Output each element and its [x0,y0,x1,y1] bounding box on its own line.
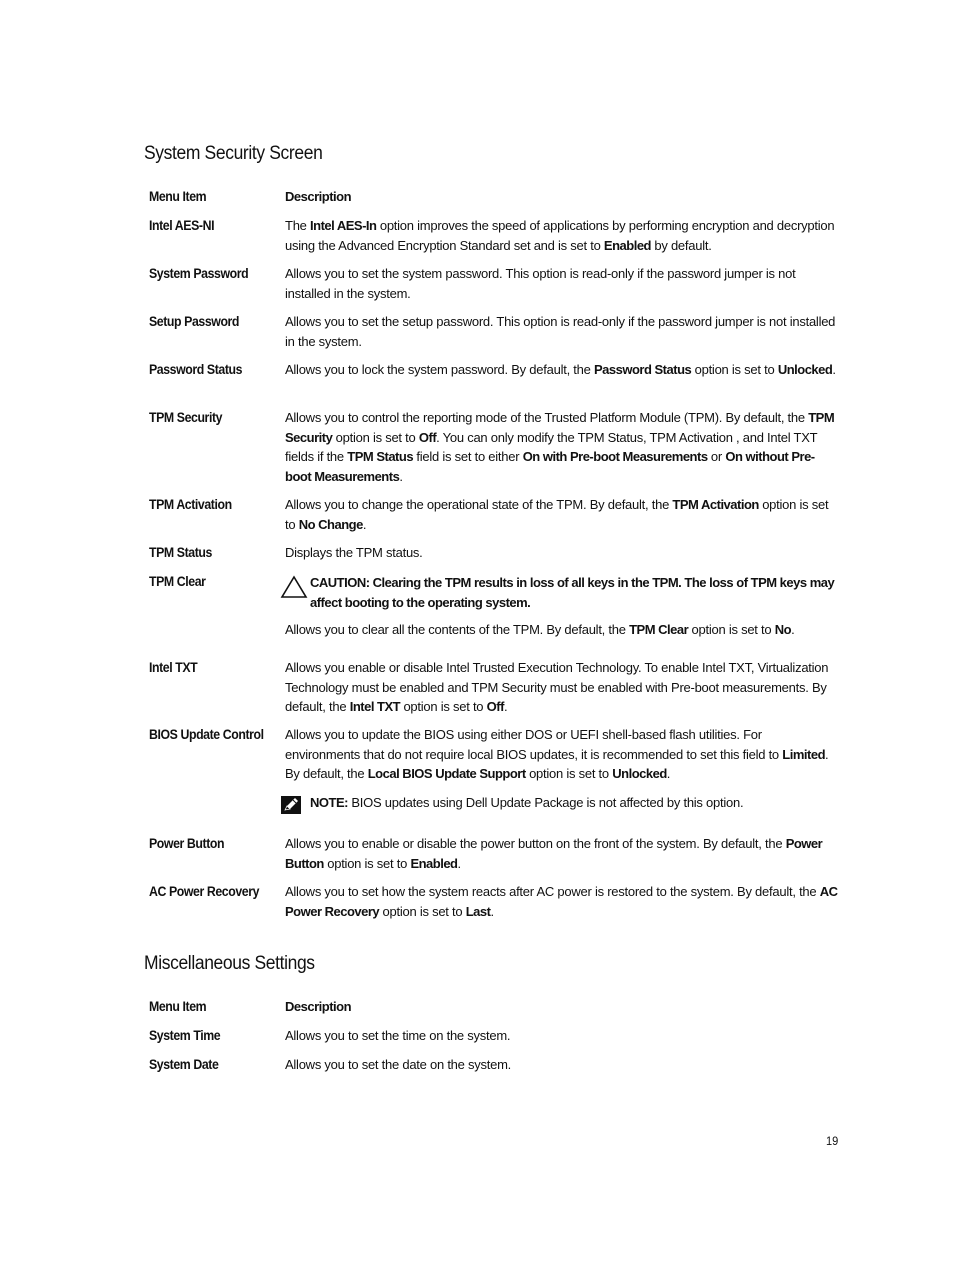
menu-item-label: Setup Password [149,314,240,329]
page-number: 19 [826,1134,839,1148]
menu-item-label: TPM Status [149,545,212,560]
menu-item-description: Allows you to set the time on the system. [285,1028,511,1043]
menu-item-description: Allows you to set the system password. This option is read-only if the password jumper is not installed in the system. [285,266,796,301]
menu-item-description: Allows you to update the BIOS using either DOS or UEFI shell-based flash utilities. For environments that do not require local BIOS updates, it is recommended to set this field to Limited. By default, the Local BIOS Update Support option is set to Unlocked. [285,727,829,781]
note-callout [280,793,839,821]
table-row [149,882,839,930]
menu-item-description-block [285,572,839,640]
menu-item-label: AC Power Recovery [149,884,260,899]
menu-item-label: Intel AES-NI [149,218,215,233]
menu-item-description: The Intel AES-In option improves the speed of applications by performing encryption and decryption using the Advanced Encryption Standard set and is set to Enabled by default. [285,218,835,253]
menu-item-description: Allows you enable or disable Intel Trusted Execution Technology. To enable Intel TXT, Virtualization Technology must be enabled and TPM Security must be enabled with Pre-boot measurements. By default, the Intel TXT option is set to Off. [285,660,829,714]
table-row [149,658,839,725]
system-security-table [149,187,839,930]
table-row [149,264,839,312]
table-row [149,543,839,572]
table-row [149,834,839,882]
section-title-miscellaneous: Miscellaneous Settings [144,953,315,974]
caution-callout [280,573,839,621]
menu-item-description: Allows you to control the reporting mode of the Trusted Platform Module (TPM). By default, the TPM Security option is set to Off. You can only modify the TPM Status, TPM Activation , and Intel TXT fields if the TPM Status field is set to either On with Pre-boot Measurements or On without Pre-boot Measurements. [285,410,835,484]
menu-item-label: TPM Clear [149,574,206,589]
menu-item-description: Allows you to set the date on the system. [285,1057,512,1072]
table-row [149,312,839,360]
section-title-system-security: System Security Screen [144,143,323,164]
table-row [149,572,839,658]
caution-triangle-icon [280,573,310,605]
header-description: Description [285,189,352,204]
menu-item-description: Allows you to set how the system reacts after AC power is restored to the system. By default, the AC Power Recovery option is set to Last. [285,884,838,919]
table-row [149,725,839,834]
header-menu-item: Menu Item [149,189,207,204]
table-row [149,1026,839,1055]
table-header-row [149,187,839,216]
menu-item-description: Displays the TPM status. [285,545,423,560]
menu-item-label: TPM Activation [149,497,232,512]
table-row [149,1055,839,1084]
table-header-row [149,997,839,1026]
menu-item-label: TPM Security [149,410,223,425]
menu-item-description: Allows you to set the setup password. This option is read-only if the password jumper is not installed in the system. [285,314,836,349]
menu-item-description: Allows you to clear all the contents of the TPM. By default, the TPM Clear option is set to No. [285,622,795,637]
menu-item-label: Password Status [149,362,243,377]
menu-item-description: Allows you to enable or disable the power button on the front of the system. By default, the Power Button option is set to Enabled. [285,836,823,871]
menu-item-label: System Time [149,1028,221,1043]
table-row [149,360,839,408]
miscellaneous-settings-table [149,997,839,1084]
menu-item-description: Allows you to change the operational state of the TPM. By default, the TPM Activation option is set to No Change. [285,497,829,532]
table-row [149,495,839,543]
menu-item-label: System Date [149,1057,219,1072]
menu-item-label: System Password [149,266,249,281]
table-row [149,408,839,495]
header-description: Description [285,999,352,1014]
menu-item-label: Intel TXT [149,660,198,675]
header-menu-item: Menu Item [149,999,207,1014]
caution-text: CAUTION: Clearing the TPM results in loss of all keys in the TPM. The loss of TPM keys may affect booting to the operating system. [310,575,835,610]
menu-item-label: BIOS Update Control [149,727,264,742]
menu-item-label: Power Button [149,836,225,851]
note-pencil-icon [280,793,310,821]
table-row [149,216,839,264]
menu-item-description-block [285,725,839,820]
menu-item-description: Allows you to lock the system password. By default, the Password Status option is set to Unlocked. [285,362,836,377]
note-text: NOTE: BIOS updates using Dell Update Package is not affected by this option. [310,794,744,810]
